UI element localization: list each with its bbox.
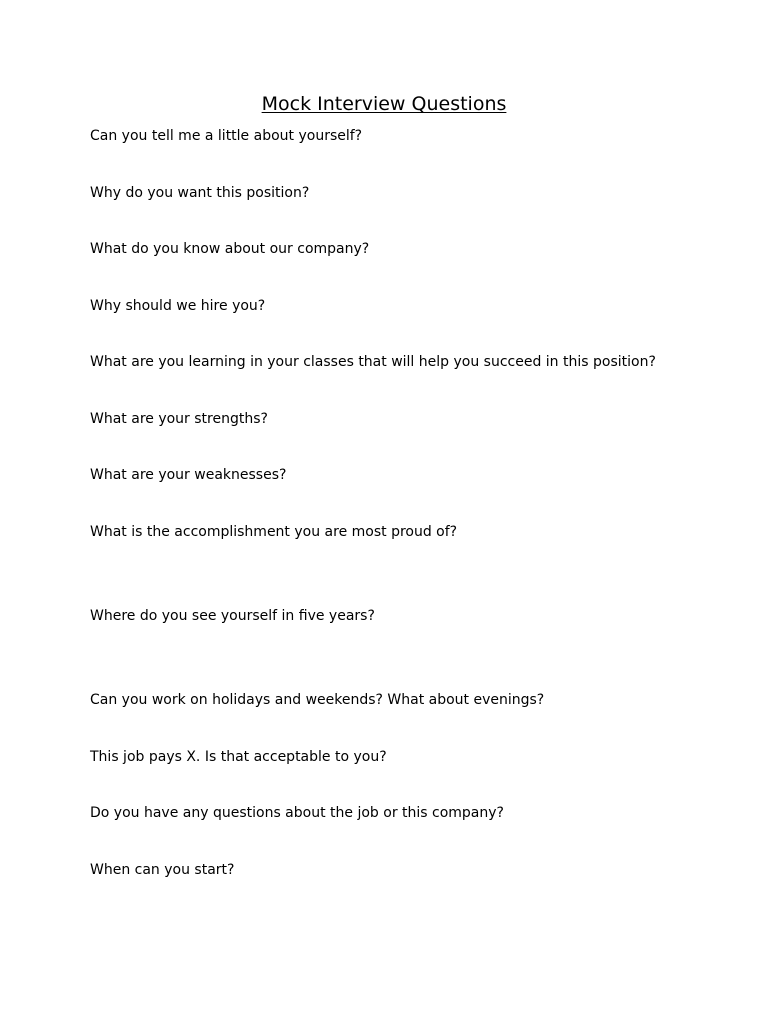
question-item: When can you start? — [90, 862, 235, 878]
page-title: Mock Interview Questions — [261, 93, 507, 115]
question-item: Do you have any questions about the job or this company? — [90, 805, 504, 821]
question-item: What are your strengths? — [90, 411, 268, 427]
question-item: Why should we hire you? — [90, 298, 266, 314]
question-item: Can you tell me a little about yourself? — [90, 128, 363, 144]
question-item: Where do you see yourself in five years? — [90, 608, 375, 624]
question-item: What are your weaknesses? — [90, 467, 287, 483]
question-item: What do you know about our company? — [90, 241, 370, 257]
question-item: This job pays X. Is that acceptable to you? — [90, 749, 387, 765]
question-item: Why do you want this position? — [90, 185, 310, 201]
question-item: What is the accomplishment you are most proud of? — [90, 524, 458, 540]
question-item: Can you work on holidays and weekends? What about evenings? — [90, 692, 545, 708]
question-item: What are you learning in your classes that will help you succeed in this position? — [90, 354, 656, 370]
